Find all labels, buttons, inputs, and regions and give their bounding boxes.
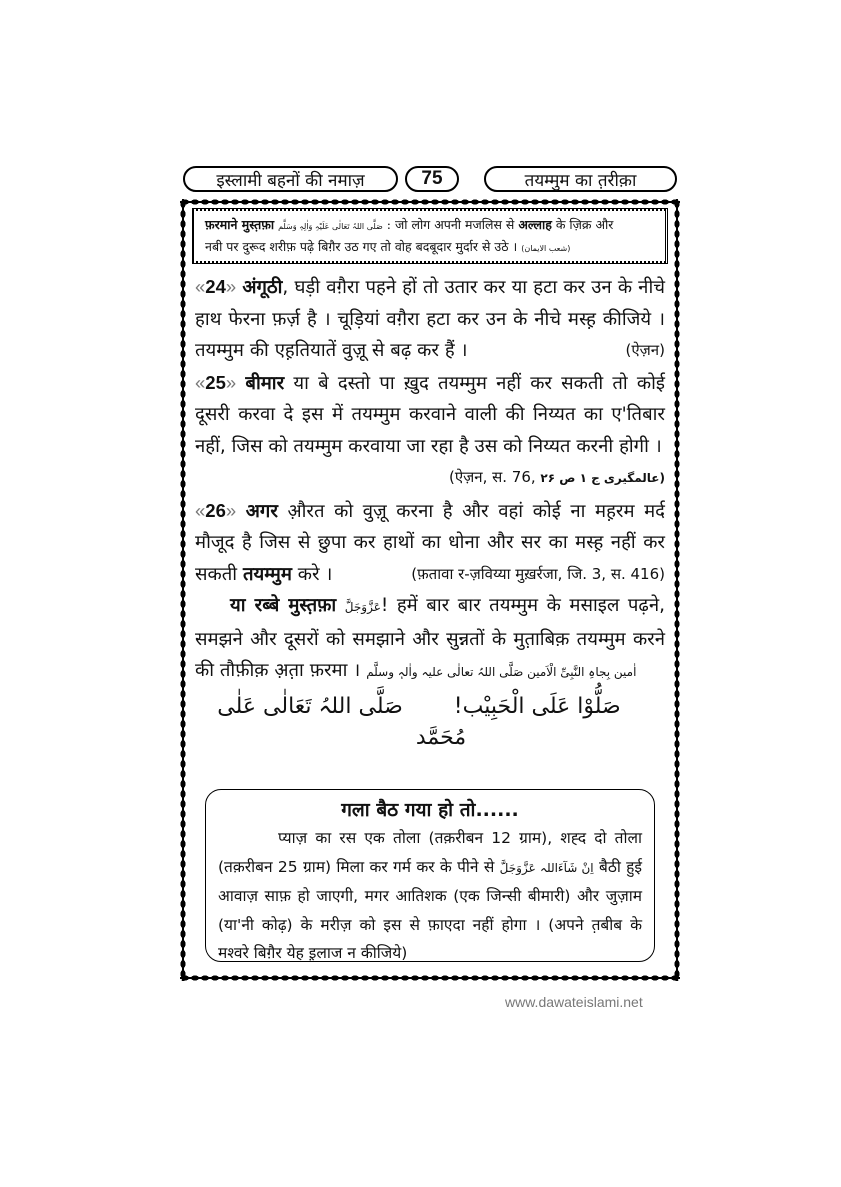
border-right bbox=[674, 199, 680, 981]
border-bottom bbox=[180, 975, 680, 981]
remedy-line-4: (या'नी कोढ़) के मरीज़ को इस से फ़ाएदा नहीं होगा । (अपने त़बीब के bbox=[218, 915, 642, 934]
dua-lead: या रब्बे मुस्त़फ़ा bbox=[230, 595, 337, 616]
salutation-arabic: صَلَّی اللہُ تَعَالٰی عَلَیْہِ وَاٰلِہٖ وَسَلَّم bbox=[278, 222, 383, 231]
azza-wa-jal-arabic: عَزَّوَجَلَّ bbox=[344, 600, 381, 614]
paragraph-bold-word: तयम्मुम bbox=[242, 563, 292, 585]
paragraph-25-reference: (ऐज़न, स. 76, عالمگیری ج ۱ ص ۲۶) bbox=[448, 468, 665, 486]
chapter-title: तयम्मुम का त़रीक़ा bbox=[484, 166, 677, 192]
hadith-box bbox=[192, 208, 668, 264]
hadith-text: : जो लोग अपनी मजलिस से bbox=[386, 217, 515, 232]
hadith-line-2: नबी पर दुरूद शरीफ़ पढ़े बिग़ैर उठ गए तो वोह बदबूदार मुर्दार से उठे । (شعب الایمان) bbox=[205, 239, 571, 254]
page-number: 75 bbox=[405, 166, 459, 192]
paragraph-lead: बीमार bbox=[245, 372, 285, 394]
hadith-source: (شعب الایمان) bbox=[521, 244, 571, 253]
paragraph-reference: (फ़तावा र-ज़विय्या मुख़र्रजा, जि. 3, स. 416) bbox=[411, 564, 665, 583]
paragraph-24: «24» अंगूठी, घड़ी वग़ैरा पहने हों तो उतार कर या हटा कर उन के नीचे हाथ फेरना फ़र्ज़ है । चूड़ियां वग़ैरा हटा कर उन के नीचे मस्ह़ कीजिये । तयम्मुम की एह़तियातें वुज़ू से बढ़ कर हैं । (ऐज़न) bbox=[195, 271, 665, 367]
page-frame bbox=[180, 199, 680, 981]
dua-paragraph: या रब्बे मुस्त़फ़ा عَزَّوَجَلَّ! हमें बार बार तयम्मुम के मसाइल पढ़ने, समझने और दूसरों को समझाने और सुन्नतों के मुत़ाबिक़ तयम्मुम करने की तौफ़ीक़ अ़त़ा फ़रमा । اٰمین بِجاہِ النَّبِیِّ الْاَمین صَلَّی اللہُ تعالٰی علیہ واٰلہٖ وسلَّم bbox=[195, 595, 666, 681]
ameen-arabic: اٰمین بِجاہِ النَّبِیِّ الْاَمین صَلَّی اللہُ تعالٰی علیہ واٰلہٖ وسلَّم bbox=[366, 665, 637, 679]
paragraph-number: «25» bbox=[195, 371, 237, 393]
book-title: इस्लामी बहनों की नमाज़ bbox=[183, 166, 398, 192]
paragraph-reference: (ऐज़न) bbox=[625, 341, 665, 359]
paragraph-lead: अंगूठी bbox=[242, 277, 283, 298]
paragraph-26: «26» अगर औ़रत को वुज़ू करना है और वहां कोई ना मह़रम मर्द मौजूद है जिस से छुपा कर हाथों का धोना और सर का मस्ह़ नहीं कर सकती तयम्मुम करे । (फ़तावा र-ज़विय्या मुख़र्रजा, जि. 3, स. 416) bbox=[195, 495, 665, 591]
inshallah-arabic: اِنْ شَآءَاللہ عَزَّوَجَلَّ bbox=[499, 860, 594, 875]
durood-part-1: صَلُّوْا عَلَی الْحَبِیْب! bbox=[453, 693, 621, 719]
remedy-line-3: आवाज़ साफ़ हो जाएगी, मगर आतिशक (एक जिन्सी बीमारी) और जुज़ाम bbox=[218, 887, 642, 905]
remedy-box bbox=[205, 789, 655, 962]
durood-part-2: صَلَّی اللہُ تَعَالٰی عَلٰی مُحَمَّد bbox=[217, 693, 467, 750]
paragraph-number: «26» bbox=[195, 499, 237, 521]
paragraph-lead: अगर bbox=[245, 500, 278, 522]
website-link[interactable]: www.dawateislami.net bbox=[505, 994, 643, 1010]
hadith-allah: अल्लाह bbox=[518, 217, 552, 232]
remedy-title: गला बैठ गया हो तो...... bbox=[341, 799, 519, 821]
border-left bbox=[180, 199, 186, 981]
hadith-lead: फ़रमाने मुस्त़फ़ा bbox=[205, 217, 275, 232]
reference-arabic: عالمگیری ج ۱ ص ۲۶) bbox=[540, 471, 665, 485]
hadith-text-end: के ज़िक्र और bbox=[555, 217, 614, 232]
remedy-line-5: मश्वरे बिग़ैर येह इ़लाज न कीजिये) bbox=[218, 944, 408, 962]
hadith-line-1 bbox=[205, 215, 655, 237]
page-header bbox=[183, 166, 677, 194]
remedy-line-1: प्याज़ का रस एक तोला (तक़रीबन 12 ग्राम), शह्द दो तोला bbox=[278, 829, 642, 847]
paragraph-number: «24» bbox=[195, 276, 237, 297]
durood-line bbox=[195, 691, 665, 754]
main-content bbox=[195, 271, 665, 754]
paragraph-25: «25» बीमार या बे दस्तो पा ख़ुद तयम्मुम नहीं कर सकती तो कोई दूसरी करवा दे इस में तयम्मुम करवाने वाली की निय्यत का ए'तिबार नहीं, जिस को तयम्मुम करवाया जा रहा है उस को निय्यत करनी होगी । bbox=[195, 371, 665, 457]
border-top bbox=[180, 199, 680, 205]
remedy-line-2: (तक़रीबन 25 ग्राम) मिला कर गर्म कर के पीने से اِنْ شَآءَاللہ عَزَّوَجَلَّ बैठी हुई bbox=[218, 857, 642, 876]
